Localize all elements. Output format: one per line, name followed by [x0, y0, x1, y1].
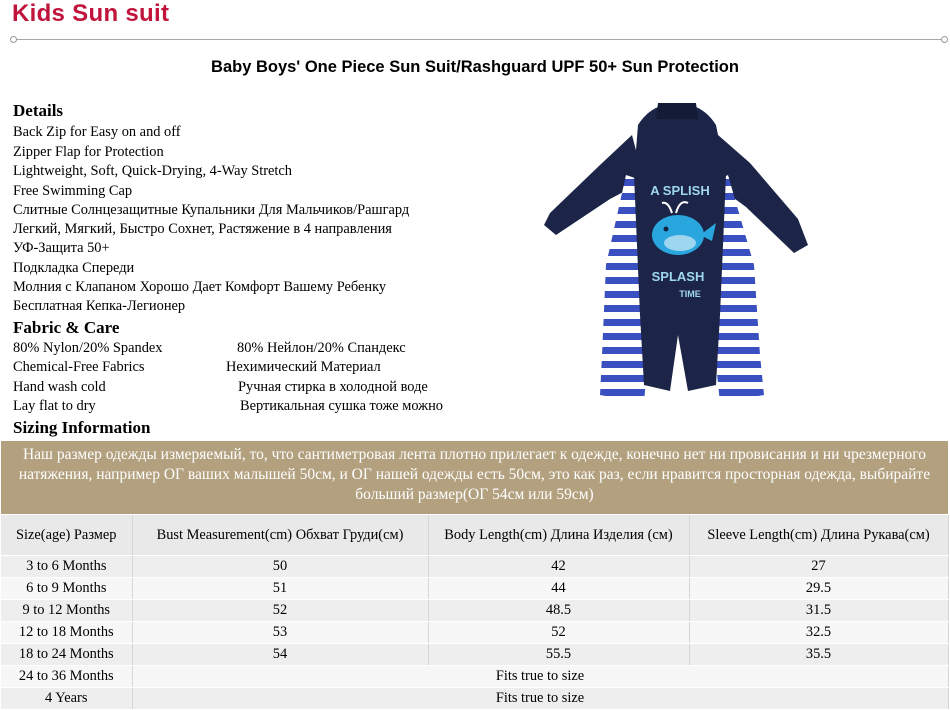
- print-line1: A SPLISH: [650, 183, 710, 198]
- divider-dot-right: [941, 36, 948, 43]
- table-row: [1, 600, 948, 622]
- details-line: Подкладка Спереди: [13, 260, 135, 276]
- details-line: Zipper Flap for Protection: [13, 144, 164, 160]
- bust-cell: 54: [132, 644, 428, 666]
- fabric-en: Lay flat to dry: [13, 398, 96, 414]
- size-cell: 12 to 18 Months: [1, 622, 132, 644]
- body-length-cell: 44: [428, 578, 689, 600]
- divider-dot-left: [10, 36, 17, 43]
- print-line2: SPLASH: [651, 269, 705, 284]
- body-length-cell: 55.5: [428, 644, 689, 666]
- details-line: УФ-Защита 50+: [13, 240, 110, 256]
- sleeve-length-cell: 35.5: [689, 644, 948, 666]
- size-cell: 3 to 6 Months: [1, 556, 132, 578]
- details-line: Free Swimming Cap: [13, 183, 133, 199]
- sleeve-length-cell: 29.5: [689, 578, 948, 600]
- size-table: [1, 515, 949, 710]
- table-row: [1, 556, 948, 578]
- table-row: [1, 578, 948, 600]
- size-table-header: [1, 515, 948, 556]
- bust-cell: 50: [132, 556, 428, 578]
- details-line: Back Zip for Easy on and off: [13, 124, 181, 140]
- print-line3: TIME: [679, 289, 701, 299]
- fabric-ru: Нехимический Материал: [226, 359, 381, 375]
- body-length-cell: 42: [428, 556, 689, 578]
- sleeve-length-cell: 32.5: [689, 622, 948, 644]
- fit-cell: Fits true to size: [132, 666, 948, 688]
- size-cell: 6 to 9 Months: [1, 578, 132, 600]
- table-row: [1, 666, 948, 688]
- fabric-ru: Ручная стирка в холодной воде: [238, 379, 428, 395]
- brand-title: Kids Sun suit: [12, 0, 170, 27]
- fit-cell: Fits true to size: [132, 688, 948, 710]
- fabric-ru: 80% Нейлон/20% Спандекс: [237, 340, 406, 356]
- suit-collar: [656, 103, 698, 119]
- details-title: Details: [13, 101, 64, 120]
- product-headline: Baby Boys' One Piece Sun Suit/Rashguard UPF 50+ Sun Protection: [211, 58, 739, 76]
- fabric-title: Fabric & Care: [13, 318, 120, 337]
- details-line: Молния с Клапаном Хорошо Дает Комфорт Вашему Ребенку: [13, 279, 387, 295]
- details-line: Бесплатная Кепка-Легионер: [13, 298, 186, 314]
- sleeve-length-cell: 27: [689, 556, 948, 578]
- fabric-en: 80% Nylon/20% Spandex: [13, 340, 163, 356]
- size-cell: 4 Years: [1, 688, 132, 710]
- size-cell: 24 to 36 Months: [1, 666, 132, 688]
- fabric-ru: Вертикальная сушка тоже можно: [240, 398, 444, 414]
- header-divider: [16, 39, 942, 40]
- product-photo: [540, 95, 815, 415]
- size-cell: 9 to 12 Months: [1, 600, 132, 622]
- sleeve-length-cell: 31.5: [689, 600, 948, 622]
- details-line: Слитные Солнцезащитные Купальники Для Мальчиков/Рашгард: [13, 202, 410, 218]
- header-body-length: Body Length(cm) Длина Изделия (см): [428, 515, 689, 556]
- header-size: Size(age) Размер: [1, 515, 132, 556]
- body-length-cell: 52: [428, 622, 689, 644]
- table-row: [1, 622, 948, 644]
- header-bust: Bust Measurement(cm) Обхват Груди(см): [132, 515, 428, 556]
- body-length-cell: 48.5: [428, 600, 689, 622]
- sizing-title: Sizing Information: [13, 418, 151, 437]
- details-line: Lightweight, Soft, Quick-Drying, 4-Way Stretch: [13, 163, 293, 179]
- header-sleeve-length: Sleeve Length(cm) Длина Рукава(см): [689, 515, 948, 556]
- bust-cell: 52: [132, 600, 428, 622]
- size-cell: 18 to 24 Months: [1, 644, 132, 666]
- fabric-en: Chemical-Free Fabrics: [13, 359, 145, 375]
- table-row: [1, 688, 948, 710]
- bust-cell: 51: [132, 578, 428, 600]
- fabric-en: Hand wash cold: [13, 379, 106, 395]
- bust-cell: 53: [132, 622, 428, 644]
- table-row: [1, 644, 948, 666]
- details-line: Легкий, Мягкий, Быстро Сохнет, Растяжение в 4 направления: [13, 221, 392, 237]
- sizing-note: Наш размер одежды измеряемый, то, что сантиметровая лента плотно прилегает к одежде, конечно нет ни провисания и ни чрезмерного натяжения, например ОГ ваших малышей 50см, и ОГ нашей одежды есть 50см, это как раз, если нравится просторная одежда, выбирайте больший размер(ОГ 54см или 59см): [1, 441, 948, 514]
